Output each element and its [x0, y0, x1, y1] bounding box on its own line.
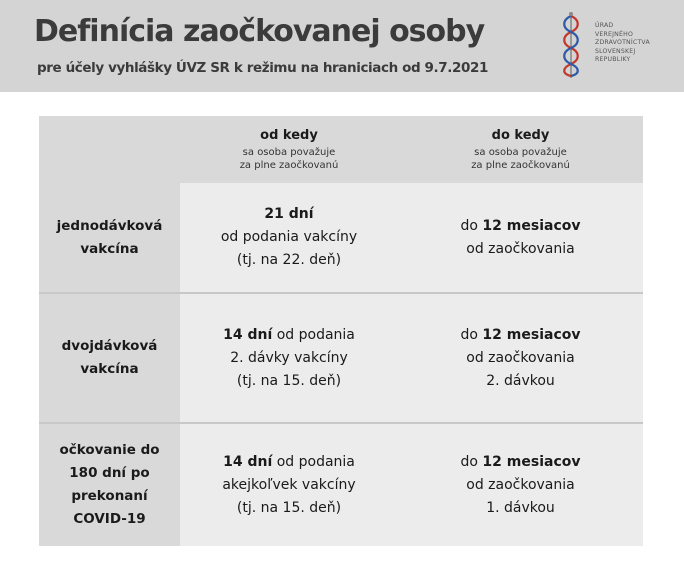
- from-cell: 14 dní od podania akejkoľvek vakcíny (tj. na 15. deň): [180, 424, 398, 546]
- to-cell: do 12 mesiacov od zaočkovania: [398, 183, 643, 292]
- from-cell: 21 dní od podania vakcíny (tj. na 22. deň): [180, 183, 398, 292]
- caduceus-icon: [560, 10, 582, 80]
- from-cell: 14 dní od podania 2. dávky vakcíny (tj. na 15. deň): [180, 294, 398, 422]
- row-label: očkovanie do 180 dní po prekonaní COVID-19: [39, 424, 180, 546]
- row-label: jednodávková vakcína: [39, 183, 180, 292]
- header-cell-to: do kedy sa osoba považuje za plne zaočkovanú: [398, 116, 643, 183]
- to-cell: do 12 mesiacov od zaočkovania 1. dávkou: [398, 424, 643, 546]
- table-row: [39, 183, 643, 292]
- vaccination-table: [39, 116, 643, 546]
- to-cell: do 12 mesiacov od zaočkovania 2. dávkou: [398, 294, 643, 422]
- table-header-row: [39, 116, 643, 183]
- page-subtitle: pre účely vyhlášky ÚVZ SR k režimu na hraniciach od 9.7.2021: [37, 60, 488, 76]
- table-row: [39, 294, 643, 422]
- table-row: [39, 424, 643, 546]
- header-cell-from: od kedy sa osoba považuje za plne zaočkovanú: [180, 116, 398, 183]
- page-title: Definícia zaočkovanej osoby: [34, 14, 485, 49]
- row-label: dvojdávková vakcína: [39, 294, 180, 422]
- logo-text: ÚRAD VEREJNÉHO ZDRAVOTNÍCTVA SLOVENSKEJ REPUBLIKY: [595, 22, 650, 64]
- header-banner: [0, 0, 684, 92]
- header-cell-empty: [39, 116, 180, 183]
